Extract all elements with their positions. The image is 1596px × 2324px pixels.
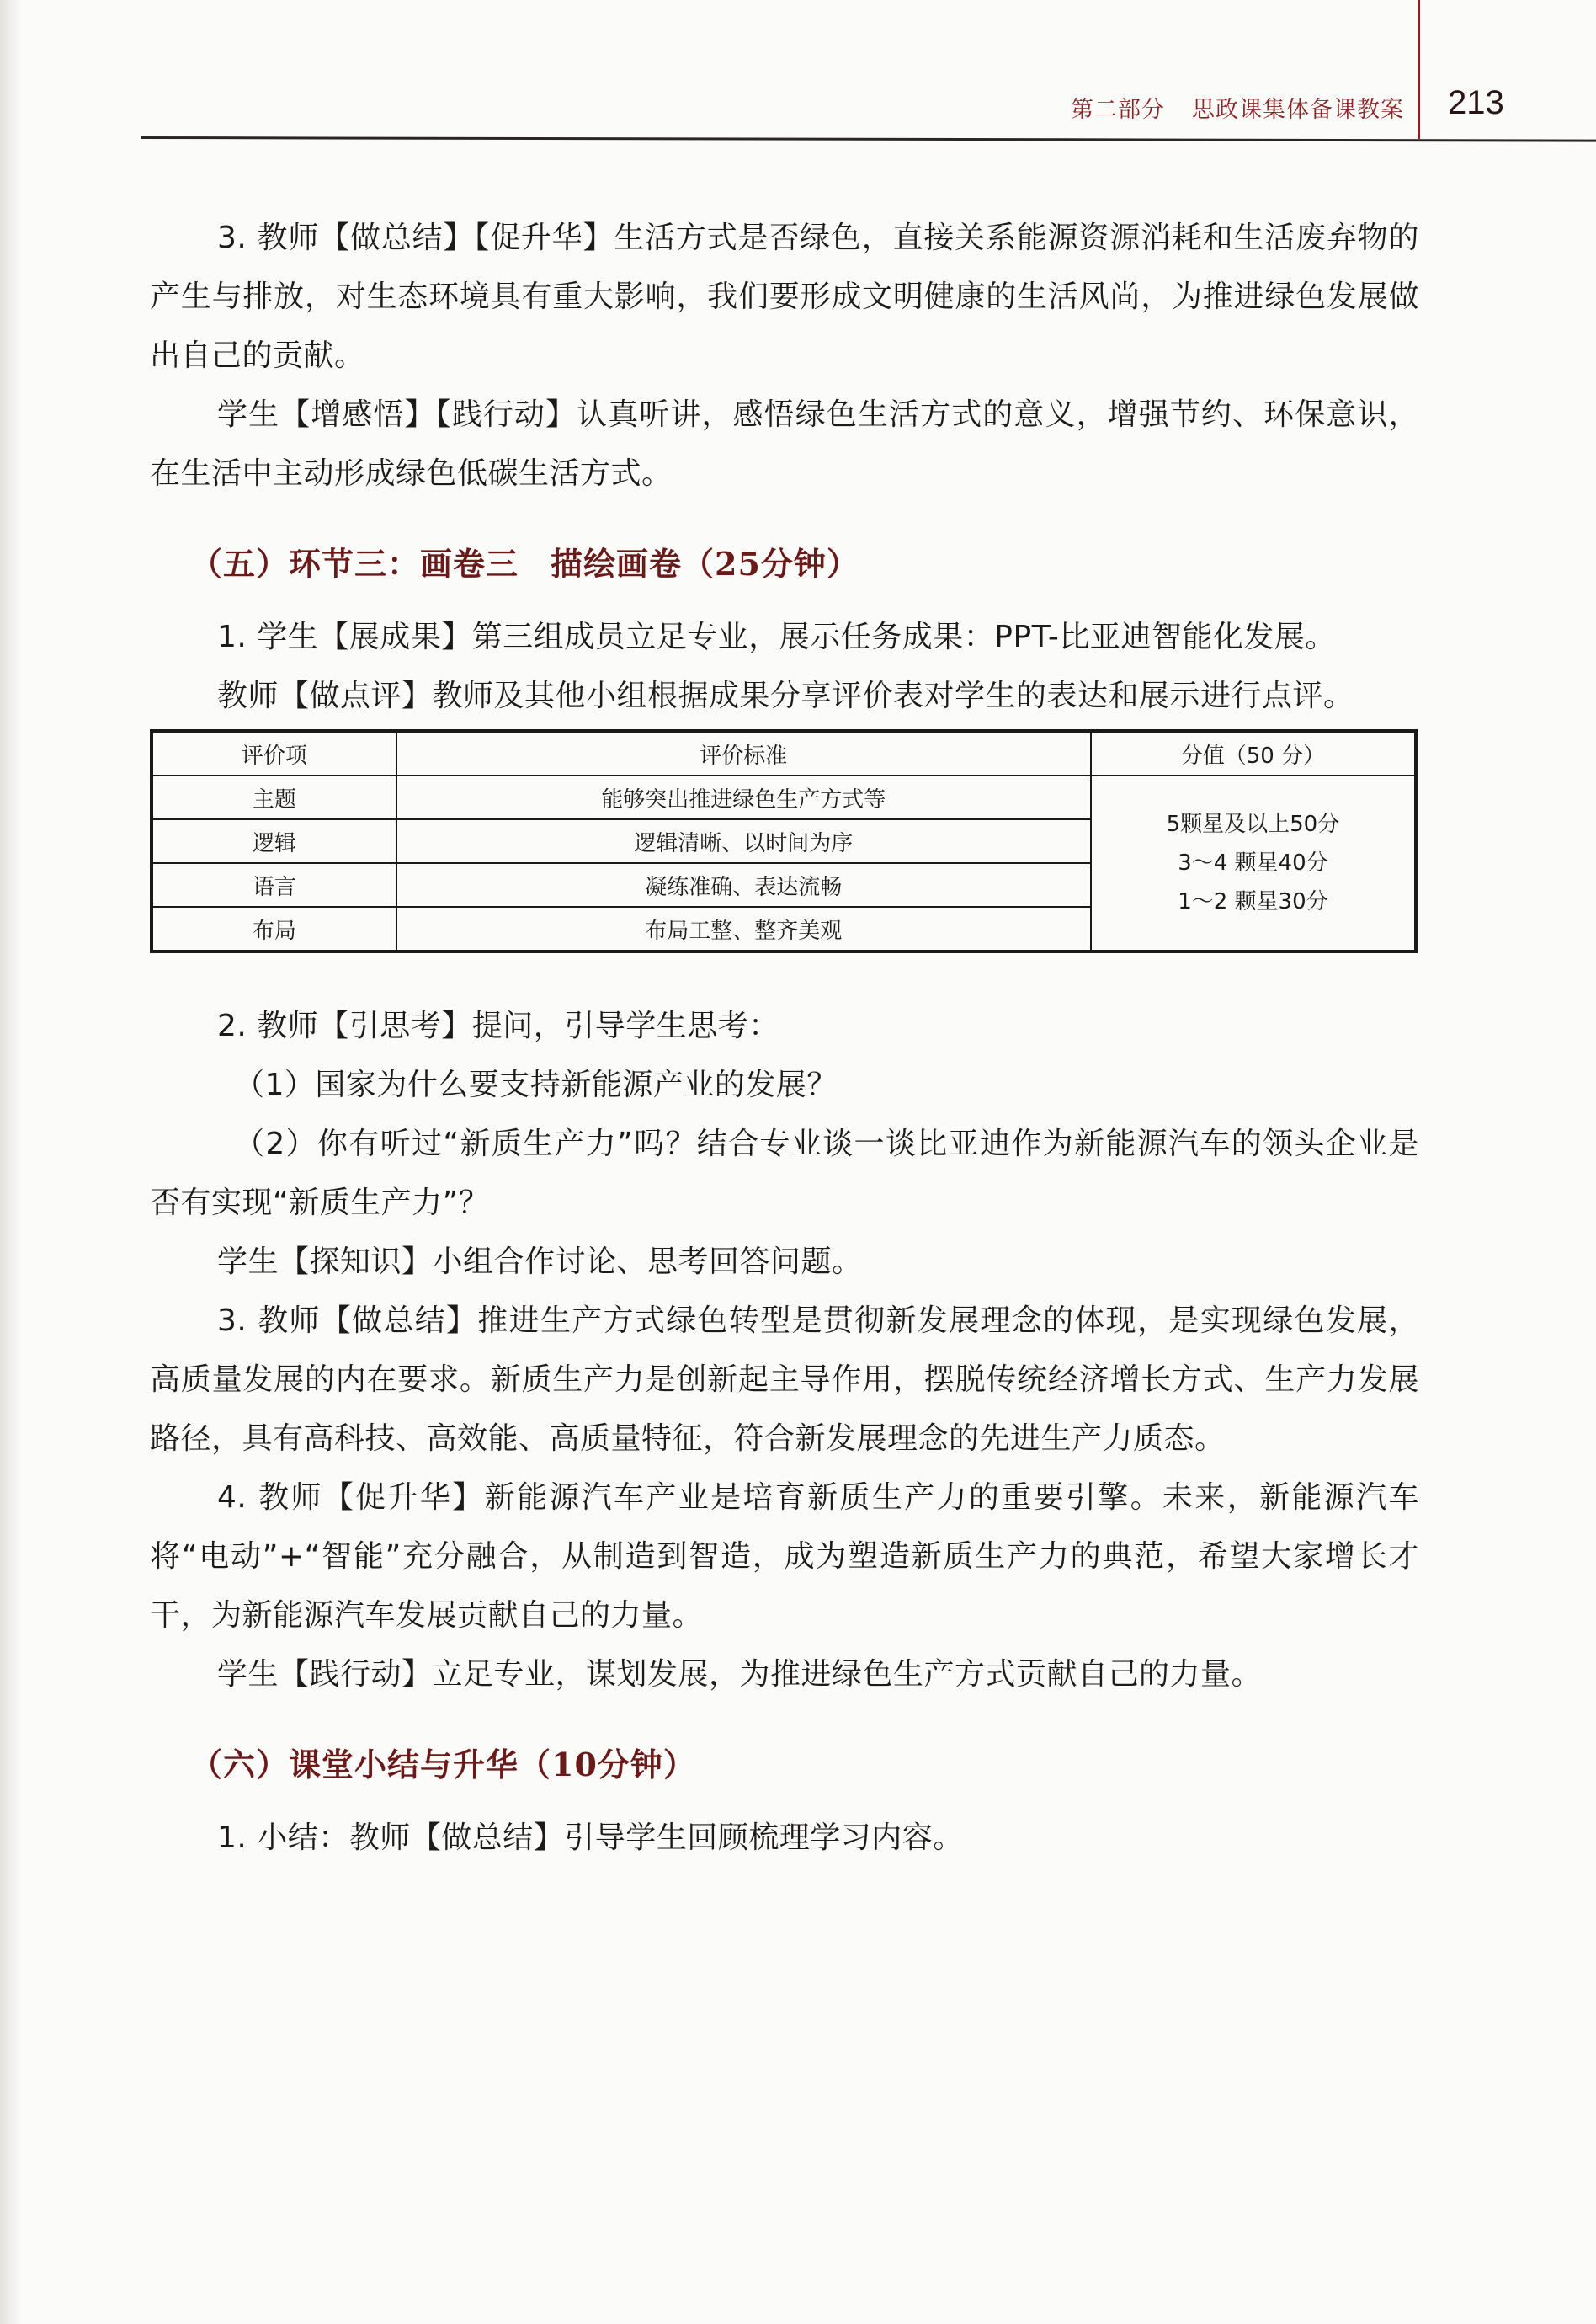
paragraph-student-action: 学生【践行动】立足专业，谋划发展，为推进绿色生产方式贡献自己的力量。 xyxy=(217,1657,1263,1692)
header-book-title: 思政课集体备课教案 xyxy=(1192,97,1404,123)
table-cell-criteria: 凝练准确、表达流畅 xyxy=(396,863,1091,907)
table-cell-item: 逻辑 xyxy=(152,819,396,863)
paragraph-student-results: 1. 学生【展成果】第三组成员立足专业，展示任务成果：PPT-比亚迪智能化发展。 xyxy=(217,620,1336,654)
table-row xyxy=(152,776,1416,819)
paragraph-teacher-summary-3: 3. 教师【做总结】推进生产方式绿色转型是贯彻新发展理念的体现，是实现绿色发展，高质量发展的内在要求。新质生产力是创新起主导作用，摆脱传统经济增长方式、生产力发展路径，具有高科技、高效能、高质量特征，符合新发展理念的先进生产力质态。 xyxy=(150,1303,1419,1456)
section-heading-6: （六）课堂小结与升华（10分钟） xyxy=(190,1746,696,1783)
paragraph-student-discussion: 学生【探知识】小组合作讨论、思考回答问题。 xyxy=(217,1245,863,1279)
score-rule-3: 1～2 颗星30分 xyxy=(1178,889,1328,914)
table-header-score: 分值（50 分） xyxy=(1091,731,1416,776)
paragraph-summary: 1. 小结：教师【做总结】引导学生回顾梳理学习内容。 xyxy=(217,1820,964,1855)
section-heading-5-prefix: （五）环节三：画卷三 xyxy=(190,545,519,583)
table-cell-criteria: 布局工整、整齐美观 xyxy=(396,907,1091,951)
evaluation-table xyxy=(150,729,1418,953)
question-1: （1）国家为什么要支持新能源产业的发展？ xyxy=(234,1068,838,1102)
table-cell-item: 语言 xyxy=(152,863,396,907)
header-divider xyxy=(1418,0,1420,139)
table-cell-criteria: 逻辑清晰、以时间为序 xyxy=(396,819,1091,863)
section-heading-5-suffix: 描绘画卷（25分钟） xyxy=(551,545,859,583)
score-rule-2: 3～4 颗星40分 xyxy=(1178,850,1328,876)
table-header-criteria: 评价标准 xyxy=(396,731,1091,776)
table-header-item: 评价项 xyxy=(152,731,396,776)
question-2: （2）你有听过“新质生产力”吗？结合专业谈一谈比亚迪作为新能源汽车的领头企业是否有实现“新质生产力”？ xyxy=(150,1127,1419,1220)
paragraph-student-reflection: 学生【增感悟】【践行动】认真听讲，感悟绿色生活方式的意义，增强节约、环保意识，在生活中主动形成绿色低碳生活方式。 xyxy=(150,397,1419,491)
table-cell-item: 主题 xyxy=(152,776,396,819)
page-number: 213 xyxy=(1448,84,1504,121)
header-part: 第二部分 xyxy=(1071,97,1165,123)
page-binding-shadow xyxy=(0,0,22,2324)
paragraph-teacher-question: 2. 教师【引思考】提问，引导学生思考： xyxy=(217,1009,779,1043)
table-cell-score xyxy=(1091,776,1416,951)
table-cell-criteria: 能够突出推进绿色生产方式等 xyxy=(396,776,1091,819)
table-header-row xyxy=(152,731,1416,776)
score-rule-1: 5颗星及以上50分 xyxy=(1166,812,1340,837)
paragraph-teacher-summary-4: 4. 教师【促升华】新能源汽车产业是培育新质生产力的重要引擎。未来，新能源汽车将“电动”+“智能”充分融合，从制造到智造，成为塑造新质生产力的典范，希望大家增长才干，为新能源汽车发展贡献自己的力量。 xyxy=(150,1480,1419,1633)
header-rule xyxy=(141,136,1596,142)
page-body xyxy=(150,209,1419,1868)
paragraph-teacher-summary-1: 3. 教师【做总结】【促升华】生活方式是否绿色，直接关系能源资源消耗和生活废弃物的产生与排放，对生态环境具有重大影响，我们要形成文明健康的生活风尚，为推进绿色发展做出自己的贡献。 xyxy=(150,221,1419,373)
table-cell-item: 布局 xyxy=(152,907,396,951)
section-heading-5 xyxy=(150,539,1419,589)
paragraph-teacher-comment: 教师【做点评】教师及其他小组根据成果分享评价表对学生的表达和展示进行点评。 xyxy=(217,679,1354,713)
header-title xyxy=(1071,91,1404,124)
